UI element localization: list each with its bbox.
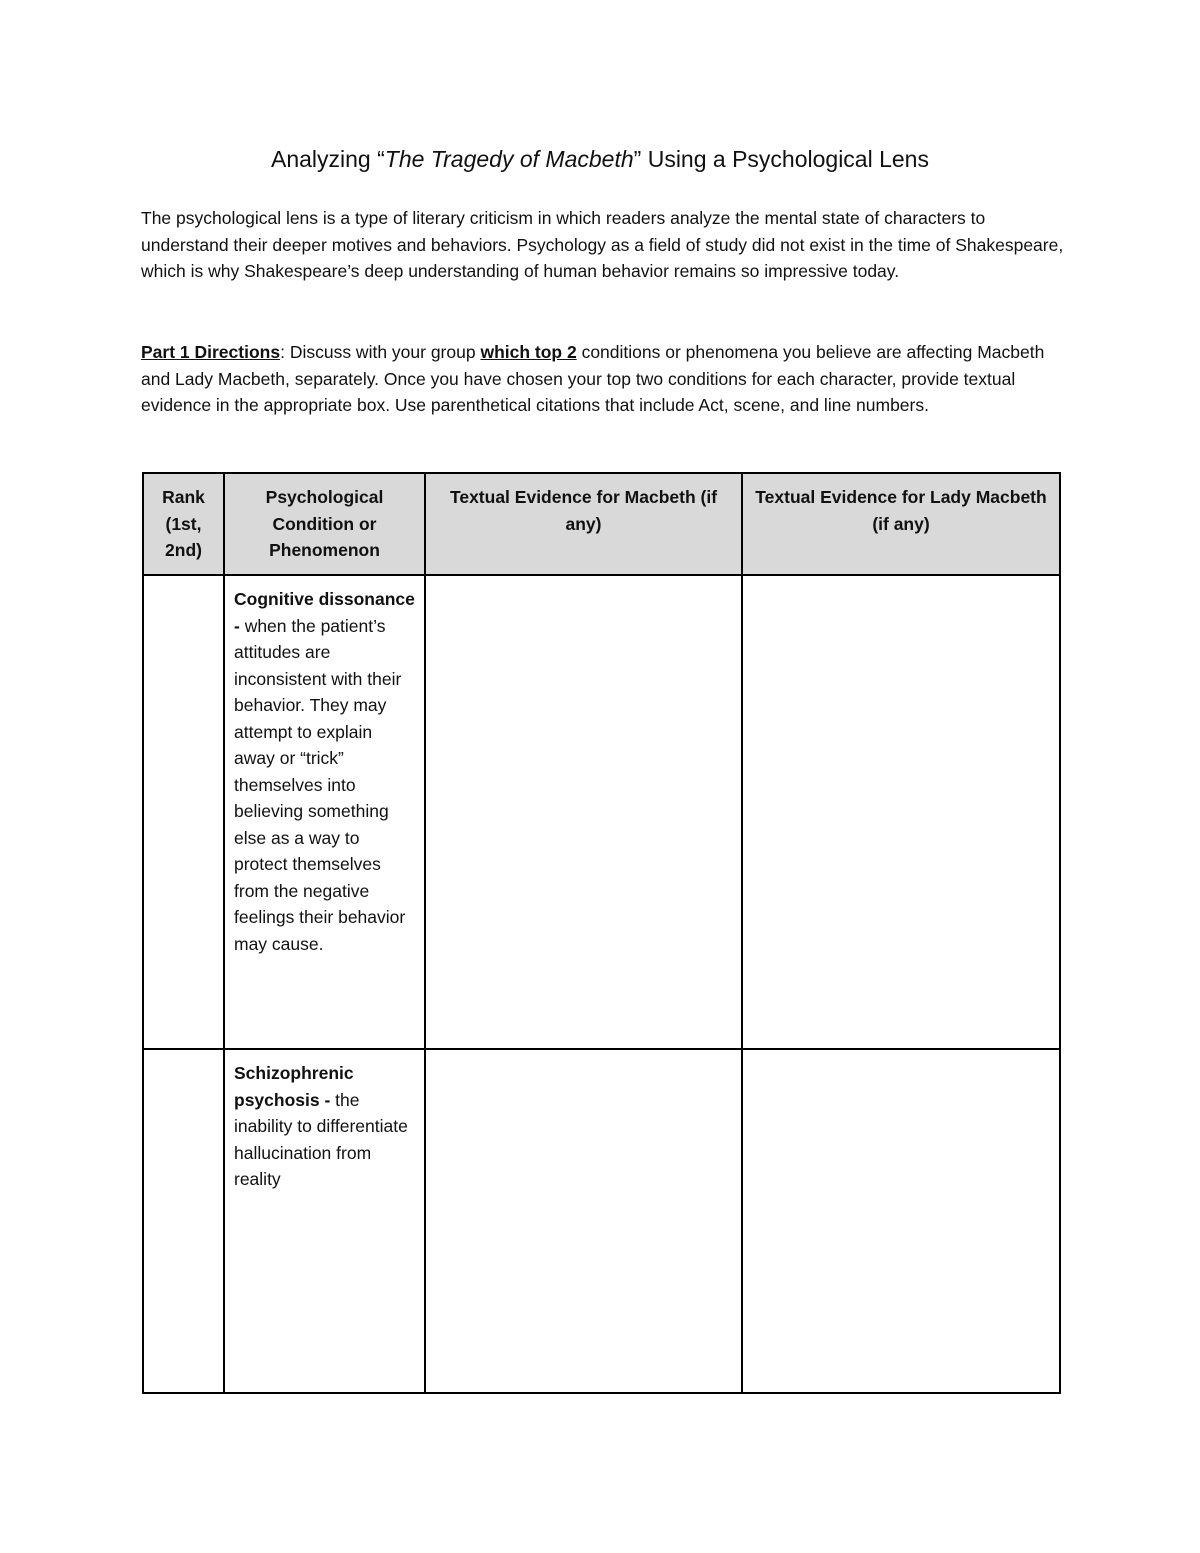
condition-cell (224, 575, 425, 1049)
lady-macbeth-evidence-cell[interactable] (742, 1049, 1060, 1393)
intro-paragraph: The psychological lens is a type of literary criticism in which readers analyze the mental state of characters to understand their deeper motives and behaviors. Psychology as a field of study did not exist in the time of Shakespeare, which is why Shakespeare’s deep understanding of human behavior remains so impressive today. (141, 208, 1064, 281)
directions-text-before: Discuss with your group (284, 342, 481, 362)
condition-description: when the patient’s attitudes are inconsistent with their behavior. They may attempt to explain away or “trick” themselves into believing something else as a way to protect themselves from the negative feelings their behavior may cause. (234, 615, 406, 954)
macbeth-evidence-cell[interactable] (425, 1049, 742, 1393)
header-lady-macbeth-evidence: Textual Evidence for Lady Macbeth (if any) (742, 473, 1060, 575)
table-row (143, 575, 1060, 1049)
table-header-row (143, 473, 1060, 575)
header-rank: Rank (1st, 2nd) (143, 473, 224, 575)
page-title (0, 142, 1200, 176)
rank-cell[interactable] (143, 575, 224, 1049)
condition-description: the inability to differentiate hallucination from reality (234, 1089, 408, 1189)
table-row (143, 1049, 1060, 1393)
condition-cell (224, 1049, 425, 1393)
evidence-table (142, 472, 1061, 1394)
rank-cell[interactable] (143, 1049, 224, 1393)
directions-text-after: conditions or phenomena you believe are affecting Macbeth and Lady Macbeth, separately. Once you have chosen your top two conditions for each character, provide textual evidence in the appropriate box. Use parenthetical citations that include Act, scene, and line numbers. (141, 342, 1045, 415)
title-prefix: Analyzing “ (271, 146, 385, 172)
directions-label: Part 1 Directions (141, 342, 281, 362)
condition-name: Schizophrenic psychosis - (234, 1063, 354, 1110)
title-suffix: ” Using a Psychological Lens (633, 146, 929, 172)
condition-name: Cognitive dissonance - (234, 589, 415, 636)
lady-macbeth-evidence-cell[interactable] (742, 575, 1060, 1049)
directions-emphasis: which top 2 (480, 342, 577, 362)
header-condition: Psychological Condition or Phenomenon (224, 473, 425, 575)
title-italic: The Tragedy of Macbeth (384, 146, 634, 172)
header-macbeth-evidence: Textual Evidence for Macbeth (if any) (425, 473, 742, 575)
macbeth-evidence-cell[interactable] (425, 575, 742, 1049)
directions-colon: : (280, 342, 285, 362)
directions-paragraph (141, 339, 1066, 419)
